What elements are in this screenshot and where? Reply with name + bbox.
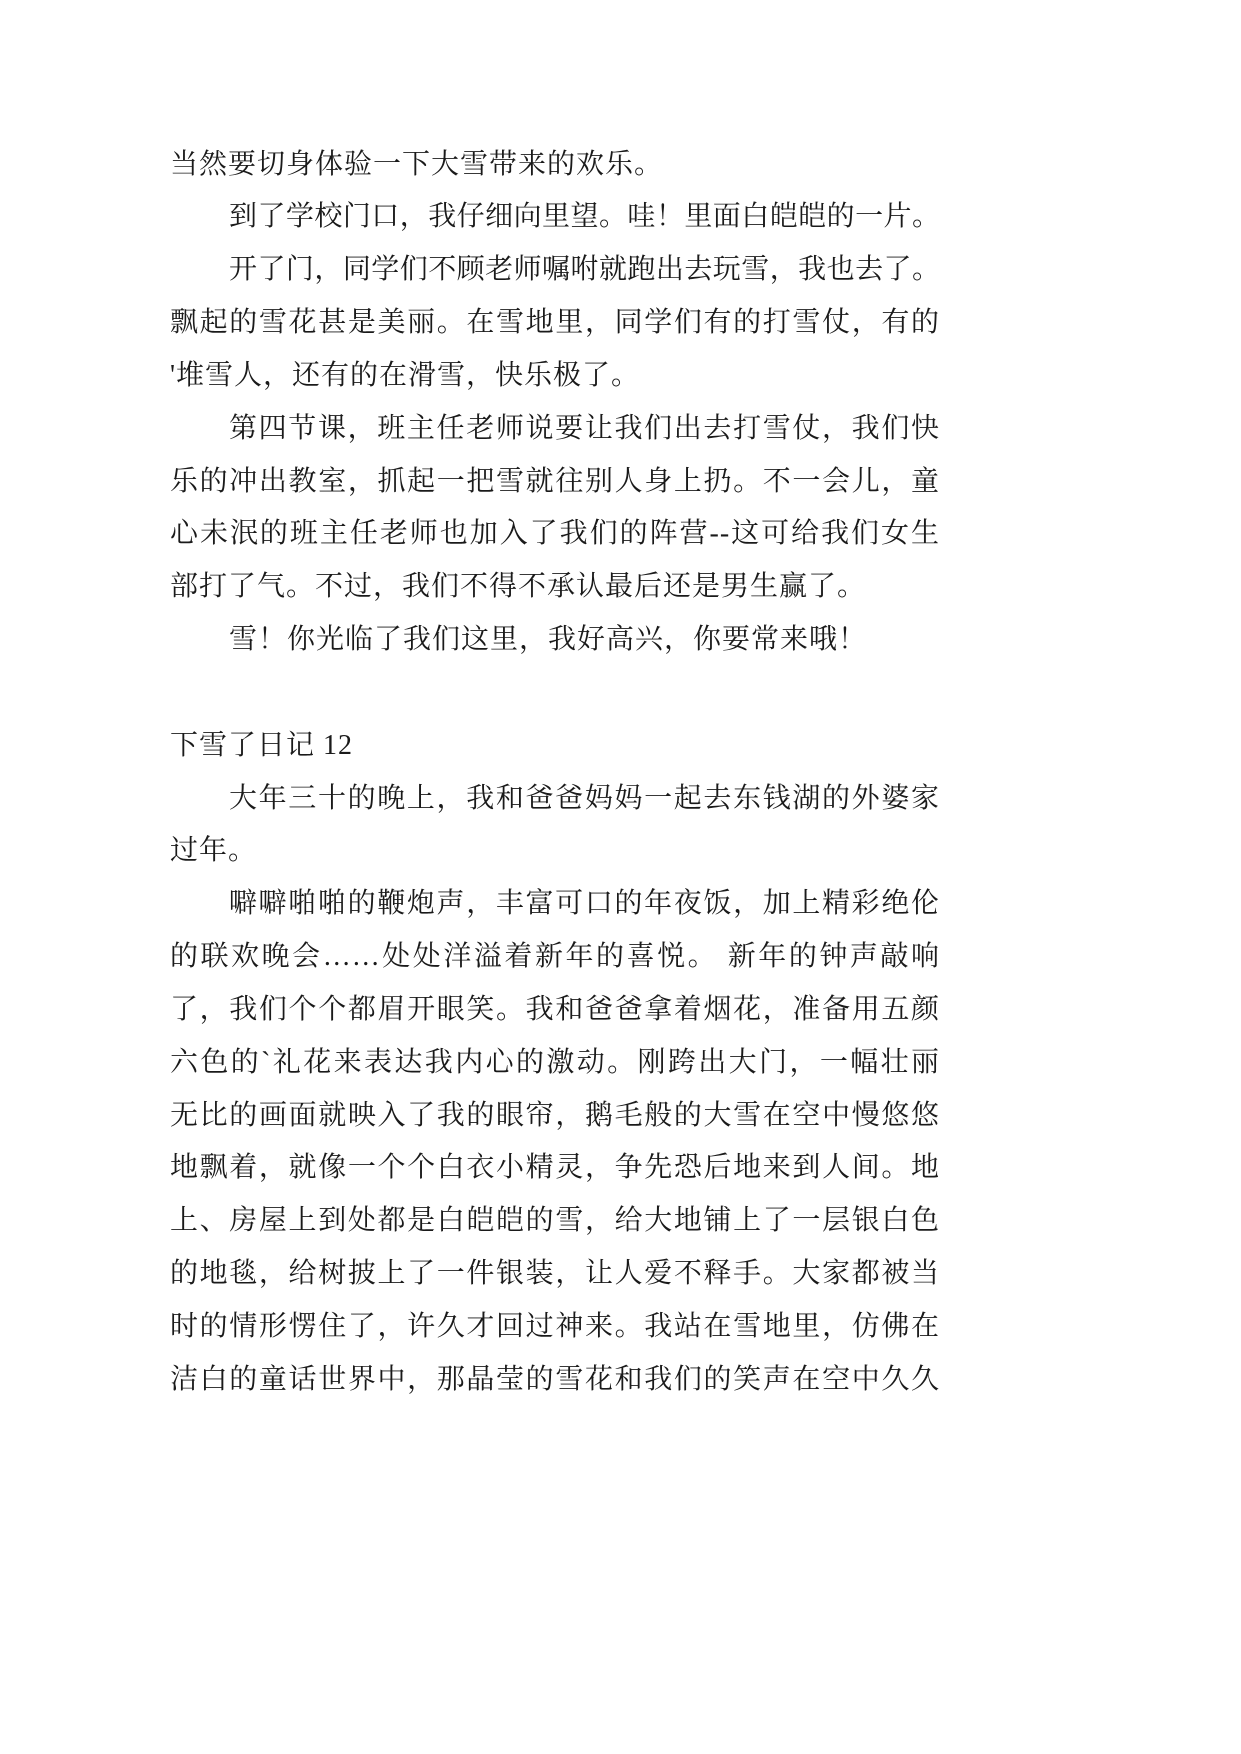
text-line: 第四节课，班主任老师说要让我们出去打雪仗，我们快 xyxy=(229,412,940,444)
text-line: 过年。 xyxy=(170,835,258,867)
text-line: 地飘着，就像一个个白衣小精灵，争先恐后地来到人间。地 xyxy=(170,1152,940,1184)
text-line: 的地毯，给树披上了一件银装，让人爱不释手。大家都被当 xyxy=(170,1257,940,1289)
text-line: 了，我们个个都眉开眼笑。我和爸爸拿着烟花，准备用五颜 xyxy=(170,993,940,1025)
paragraph xyxy=(170,614,940,667)
text-line: 洁白的童话世界中，那晶莹的雪花和我们的笑声在空中久久 xyxy=(170,1363,940,1395)
text-line: 时的情形愣住了，许久才回过神来。我站在雪地里，仿佛在 xyxy=(170,1310,940,1342)
blank-line xyxy=(170,667,940,720)
text-line: 大年三十的晚上，我和爸爸妈妈一起去东钱湖的外婆家 xyxy=(229,782,940,814)
text-line: 当然要切身体验一下大雪带来的欢乐。 xyxy=(170,148,664,180)
text-line: 飘起的雪花甚是美丽。在雪地里，同学们有的打雪仗，有的 xyxy=(170,307,940,339)
paragraph xyxy=(170,403,940,614)
text-line: 到了学校门口，我仔细向里望。哇！里面白皑皑的一片。 xyxy=(229,201,940,233)
entry-title: 下雪了日记 12 xyxy=(170,729,354,761)
text-line: 无比的画面就映入了我的眼帘，鹅毛般的大雪在空中慢悠悠 xyxy=(170,1099,940,1131)
paragraph xyxy=(170,878,940,1406)
text-line: 心未泯的班主任老师也加入了我们的阵营--这可给我们女生 xyxy=(170,518,940,550)
text-line: 乐的冲出教室，抓起一把雪就往别人身上扔。不一会儿，童 xyxy=(170,465,940,497)
text-line: 上、房屋上到处都是白皑皑的雪，给大地铺上了一层银白色 xyxy=(170,1205,940,1237)
paragraph xyxy=(170,139,940,192)
paragraph xyxy=(170,773,940,879)
text-line: 部打了气。不过，我们不得不承认最后还是男生赢了。 xyxy=(170,571,867,603)
text-line: 六色的`礼花来表达我内心的激动。刚跨出大门，一幅壮丽 xyxy=(170,1046,940,1078)
document-body xyxy=(170,139,940,1407)
text-line: 开了门，同学们不顾老师嘱咐就跑出去玩雪，我也去了。 xyxy=(229,254,940,286)
text-line: 雪！你光临了我们这里，我好高兴，你要常来哦！ xyxy=(229,624,868,656)
text-line: 的联欢晚会……处处洋溢着新年的喜悦。 新年的钟声敲响 xyxy=(170,941,940,973)
paragraph xyxy=(170,244,940,402)
text-line: '堆雪人，还有的在滑雪，快乐极了。 xyxy=(170,359,641,391)
text-line: 噼噼啪啪的鞭炮声，丰富可口的年夜饭，加上精彩绝伦 xyxy=(229,888,940,920)
paragraph xyxy=(170,191,940,244)
